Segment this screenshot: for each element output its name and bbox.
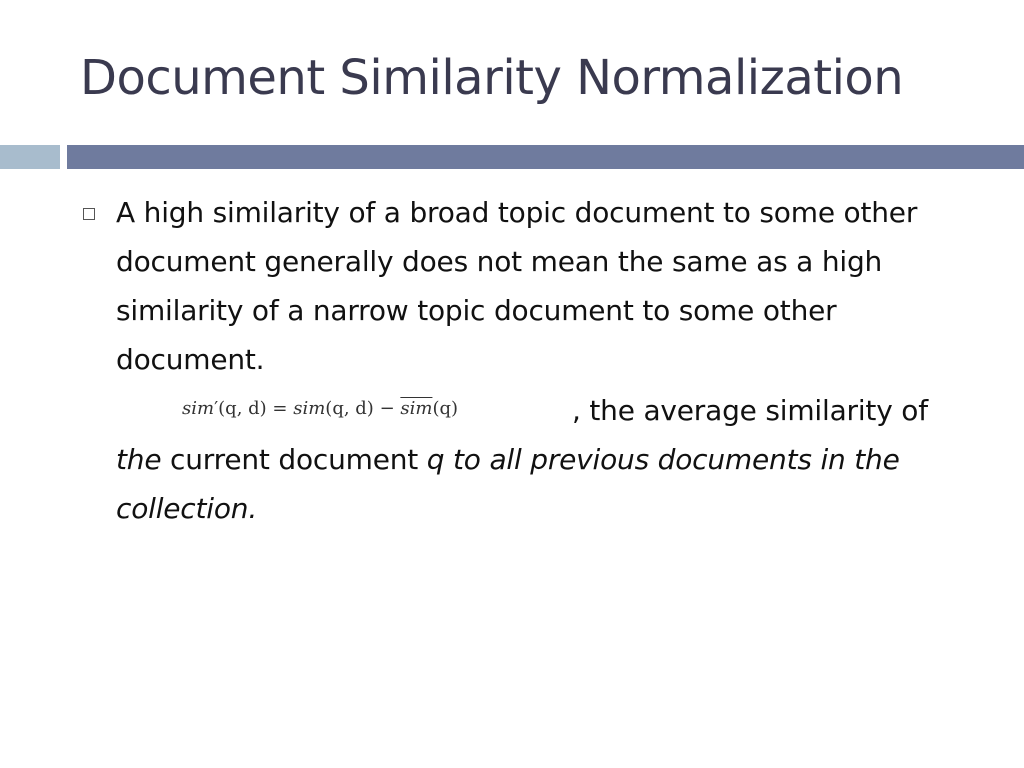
header-accent-bar-right bbox=[67, 145, 1024, 169]
text-the: the bbox=[116, 443, 162, 476]
formula-avg-args: (q) bbox=[432, 398, 459, 419]
formula-rhs-args: (q, d) bbox=[325, 398, 374, 419]
slide-content bbox=[80, 188, 980, 533]
bullet-paragraph-1: A high similarity of a broad topic document to some other document generally does not mean the same as a high similarity of a narrow topic document to some other document. bbox=[116, 196, 918, 376]
formula-minus: − bbox=[373, 398, 401, 419]
formula-image bbox=[116, 384, 572, 433]
formula-lhs-prime: ′ bbox=[214, 398, 219, 419]
bullet-item bbox=[80, 188, 980, 533]
formula-lhs-args: (q, d) bbox=[218, 398, 267, 419]
bullet-paragraph-2 bbox=[116, 384, 976, 533]
header-accent-bar-left bbox=[0, 145, 60, 169]
text-tail: to all previous documents in the collection. bbox=[116, 443, 900, 525]
text-after-formula: , the average similarity of bbox=[572, 394, 928, 427]
text-current-document: current document bbox=[161, 443, 427, 476]
slide-title: Document Similarity Normalization bbox=[80, 50, 904, 106]
formula-rhs-fn: sim bbox=[293, 398, 326, 419]
formula-avg-fn: $\overline{sim}$ bbox=[400, 398, 433, 419]
square-bullet-icon bbox=[83, 208, 95, 220]
text-q: q bbox=[426, 443, 445, 476]
formula-lhs-fn: sim bbox=[182, 398, 215, 419]
formula-equals: = bbox=[266, 398, 294, 419]
